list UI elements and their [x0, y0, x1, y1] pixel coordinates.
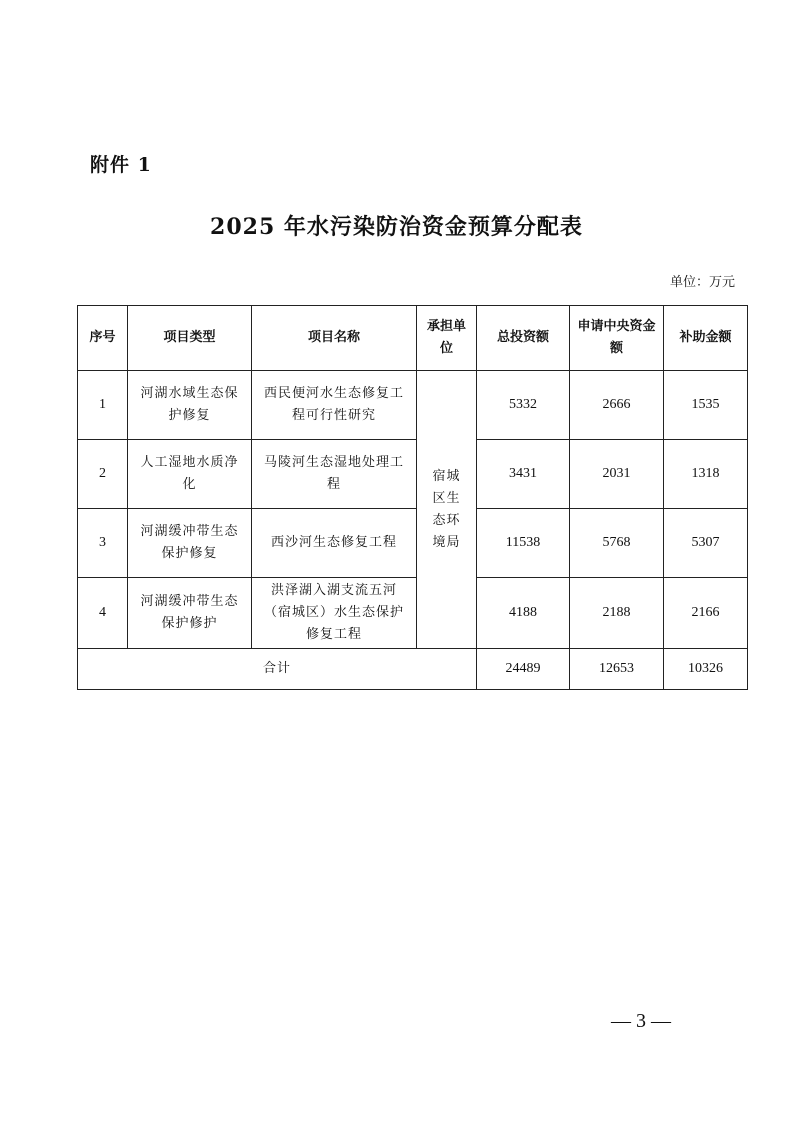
table-row [78, 509, 748, 578]
total-requested: 12653 [570, 649, 664, 690]
row-subsidy: 1535 [664, 371, 748, 440]
table-header-row [78, 306, 748, 371]
document-title: 2025 年水污染防治资金预算分配表 [210, 214, 583, 240]
attachment-label: 附件 1 [90, 154, 152, 176]
row-total: 3431 [477, 440, 570, 509]
row-subsidy: 1318 [664, 440, 748, 509]
row-type: 人工湿地水质净化 [128, 440, 252, 509]
row-requested: 2188 [570, 578, 664, 649]
unit-note: 单位：万元 [669, 275, 735, 290]
row-name: 西民便河水生态修复工程可行性研究 [252, 371, 417, 440]
header-type: 项目类型 [128, 306, 252, 371]
row-index: 2 [78, 440, 128, 509]
budget-table [77, 305, 748, 690]
table-row [78, 371, 748, 440]
owner-cell: 宿城区生态环境局 [417, 371, 477, 649]
row-total: 11538 [477, 509, 570, 578]
header-name: 项目名称 [252, 306, 417, 371]
row-name: 西沙河生态修复工程 [252, 509, 417, 578]
row-subsidy: 5307 [664, 509, 748, 578]
row-total: 4188 [477, 578, 570, 649]
row-type: 河湖缓冲带生态保护修护 [128, 578, 252, 649]
row-requested: 2031 [570, 440, 664, 509]
row-index: 4 [78, 578, 128, 649]
page-number: — 3 — [611, 1010, 671, 1032]
header-owner: 承担单位 [417, 306, 477, 371]
total-row [78, 649, 748, 690]
header-subsidy: 补助金额 [664, 306, 748, 371]
row-type: 河湖水域生态保护修复 [128, 371, 252, 440]
row-total: 5332 [477, 371, 570, 440]
total-amount: 24489 [477, 649, 570, 690]
row-name: 洪泽湖入湖支流五河（宿城区）水生态保护修复工程 [252, 578, 417, 649]
row-requested: 2666 [570, 371, 664, 440]
table-row [78, 578, 748, 649]
header-requested: 申请中央资金额 [570, 306, 664, 371]
total-label: 合计 [78, 649, 477, 690]
row-name: 马陵河生态湿地处理工程 [252, 440, 417, 509]
row-subsidy: 2166 [664, 578, 748, 649]
row-index: 3 [78, 509, 128, 578]
total-subsidy: 10326 [664, 649, 748, 690]
table-row [78, 440, 748, 509]
row-index: 1 [78, 371, 128, 440]
row-requested: 5768 [570, 509, 664, 578]
header-total: 总投资额 [477, 306, 570, 371]
row-type: 河湖缓冲带生态保护修复 [128, 509, 252, 578]
header-index: 序号 [78, 306, 128, 371]
